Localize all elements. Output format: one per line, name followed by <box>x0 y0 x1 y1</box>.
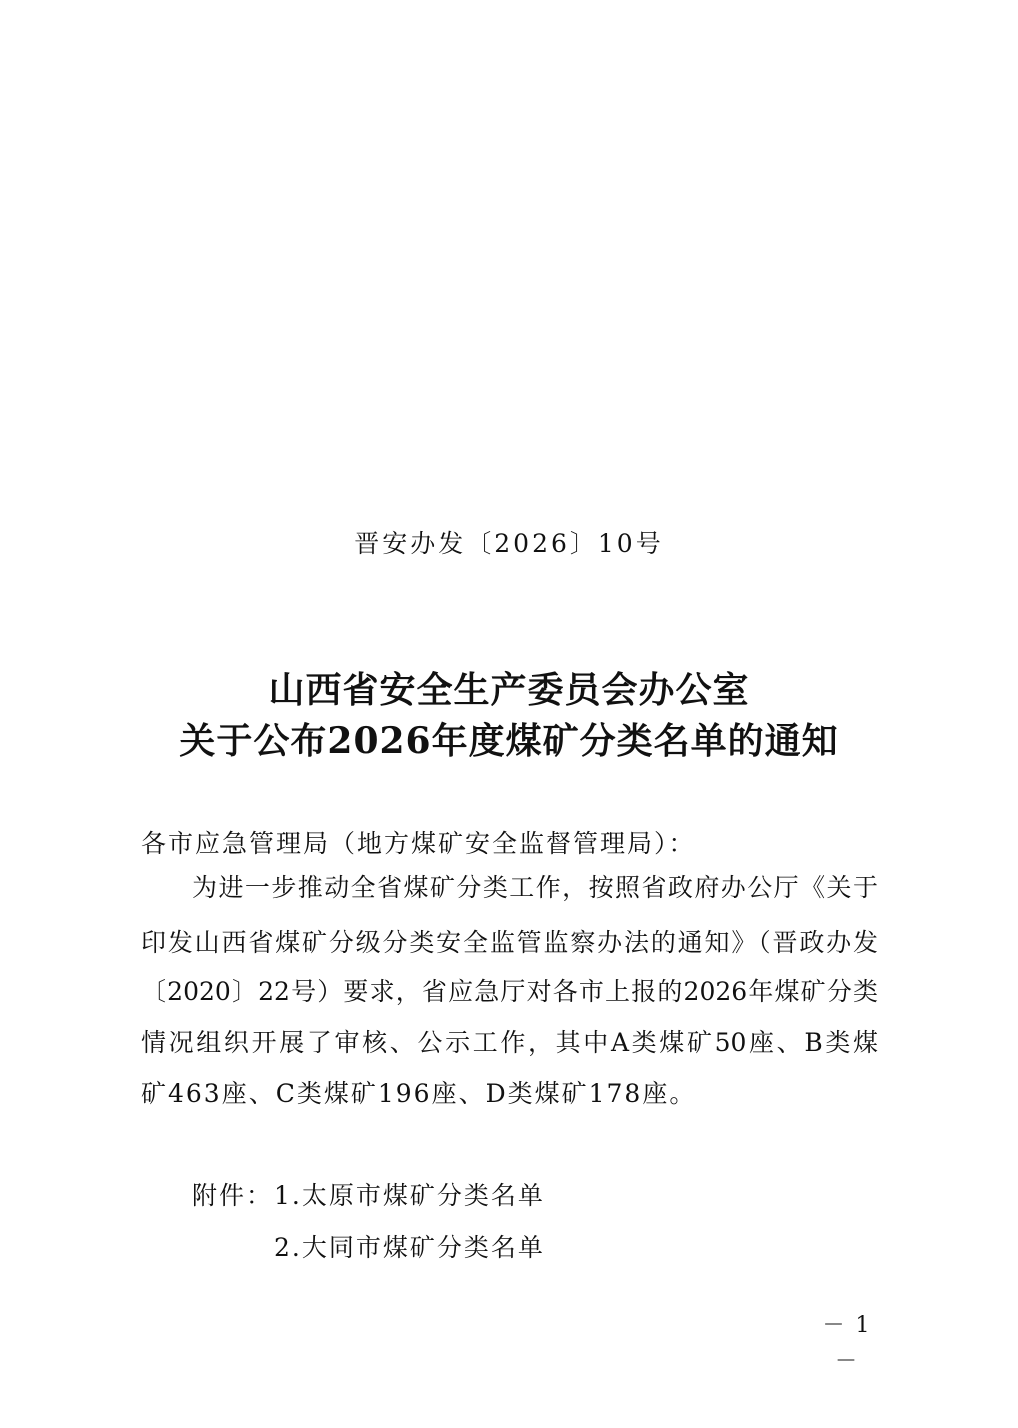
attachments-label: 附件： <box>192 1181 274 1210</box>
body-line-4: 情况组织开展了审核、公示工作，其中A类煤矿50座、B类煤 <box>141 1028 878 1057</box>
document-title-line2: 关于公布2026年度煤矿分类名单的通知 <box>179 720 839 762</box>
body-line-3: 〔2020〕22号）要求，省应急厅对各市上报的2026年煤矿分类 <box>141 977 878 1006</box>
salutation: 各市应急管理局（地方煤矿安全监督管理局）： <box>141 829 696 858</box>
attachment-item-2: 2.大同市煤矿分类名单 <box>274 1233 545 1262</box>
body-line-2: 印发山西省煤矿分级分类安全监管监察办法的通知》（晋政办发 <box>141 928 878 957</box>
attachment-item-1: 1.太原市煤矿分类名单 <box>274 1181 545 1210</box>
page-number: － 1 － <box>822 1313 872 1374</box>
document-number: 晋安办发〔2026〕10号 <box>354 529 664 558</box>
document-title-line1: 山西省安全生产委员会办公室 <box>268 669 750 711</box>
body-line-5: 矿463座、C类煤矿196座、D类煤矿178座。 <box>141 1079 697 1108</box>
body-line-1: 为进一步推动全省煤矿分类工作，按照省政府办公厅《关于 <box>192 873 878 902</box>
